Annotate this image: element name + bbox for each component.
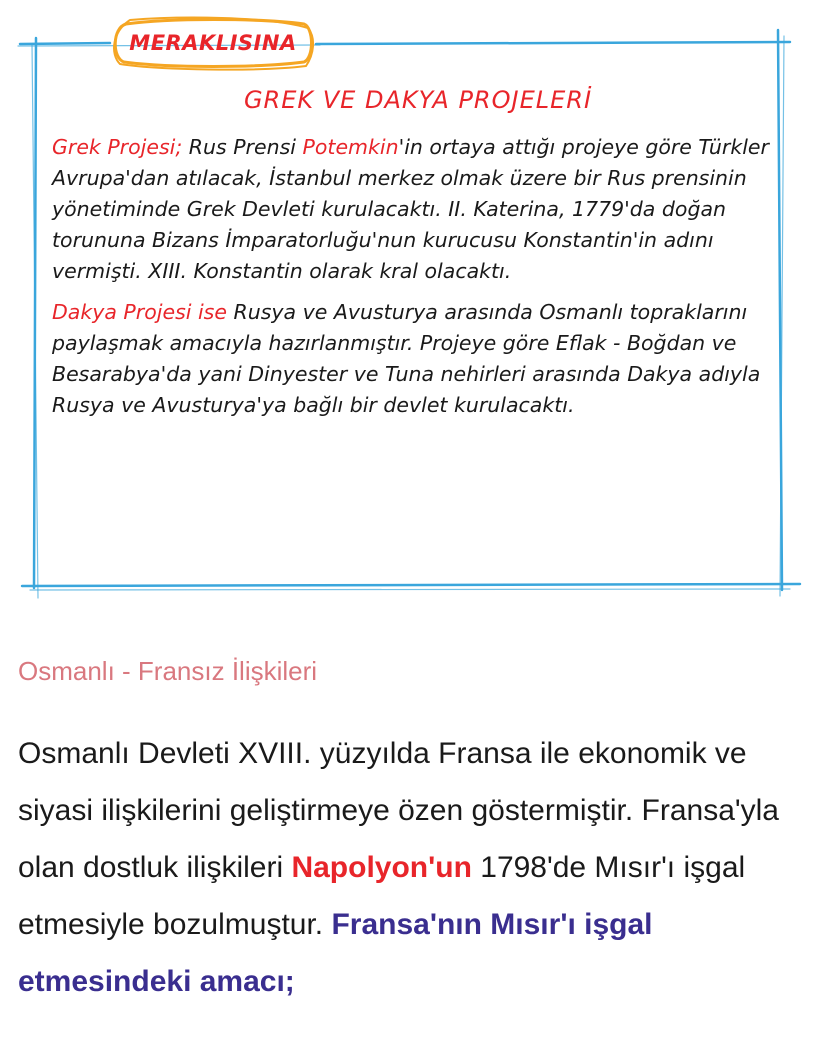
grek-lead: Grek Projesi; — [52, 135, 183, 159]
question-highlight: Fransa'nın Mısır'ı işgal etmesindeki amacı; — [18, 908, 653, 998]
main-text-1: Osmanlı Devleti XVIII. yüzyılda Fransa ile ekonomik ve siyasi ilişkilerini geliştirmeye özen göstermiştir. Fransa'yla olan dostluk ilişkileri — [18, 737, 779, 884]
napolyon-highlight: Napolyon'un — [291, 851, 472, 884]
dakya-paragraph — [52, 297, 772, 421]
info-box-title: GREK VE DAKYA PROJELERİ — [243, 86, 593, 114]
info-box-body — [52, 132, 772, 431]
grek-paragraph — [52, 132, 772, 287]
meraklisina-badge — [108, 14, 318, 72]
grek-text-1: Rus Prensi — [182, 135, 303, 159]
dakya-text: Rusya ve Avusturya arasında Osmanlı topraklarını paylaşmak amacıyla hazırlanmıştır. Projeye göre Eflak - Boğdan ve Besarabya'da yani Dinyester ve Tuna nehirleri arasında Dakya adıyla Rusya ve Avusturya'ya bağlı bir devlet kurulacaktı. — [52, 300, 761, 417]
section-title: Osmanlı - Fransız İlişkileri — [18, 656, 318, 686]
main-text-2: 1798'de Mısır'ı işgal etmesiyle bozulmuştur. — [18, 851, 746, 941]
main-paragraph — [18, 725, 818, 1010]
dakya-lead: Dakya Projesi ise — [52, 300, 227, 324]
badge-label: MERAKLISINA — [129, 31, 297, 55]
potemkin-name: Potemkin — [302, 135, 399, 159]
grek-text-2: 'in ortaya attığı projeye göre Türkler Avrupa'dan atılacak, İstanbul merkez olmak üzere bir Rus prensinin yönetiminde Grek Devleti kurulacaktı. II. Katerina, 1779'da doğan torununa Bizans İmparatorluğu'nun kurucusu Konstantin'in adını vermişti. XIII. Konstantin olarak kral olacaktı. — [52, 135, 769, 283]
